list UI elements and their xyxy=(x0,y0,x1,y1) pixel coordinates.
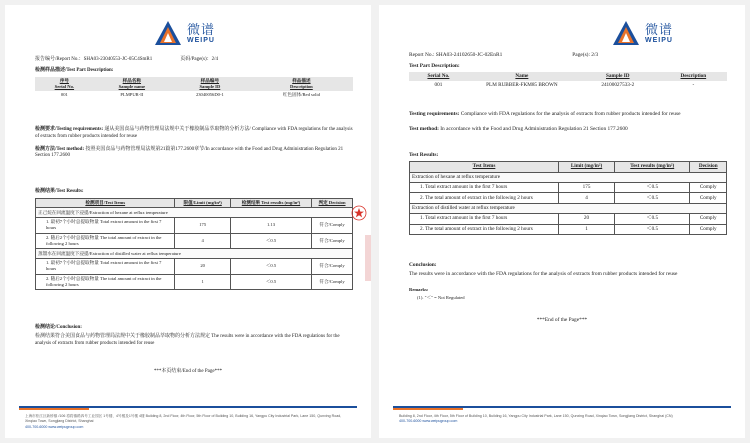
table-row xyxy=(410,214,727,224)
col-test-results: 检测结果 Test results (mg/in²) xyxy=(230,198,311,208)
footer-website: 400-700-6000 www.weipugroup.com xyxy=(399,419,458,424)
report-page-left xyxy=(5,5,371,438)
cell-item: 2. The total amount of extract in the following 2 hours xyxy=(410,193,559,203)
requirements-label: Testing requirements: xyxy=(409,111,460,117)
footer-accent xyxy=(19,408,89,410)
report-page-right xyxy=(379,5,745,438)
results-section xyxy=(35,189,353,290)
results-heading: Test Results: xyxy=(409,152,439,158)
col-description: 样品描述 Description xyxy=(290,77,313,89)
part-description-table xyxy=(409,72,727,90)
table-row xyxy=(36,258,353,274)
weipu-logo-icon xyxy=(611,19,641,49)
cell-id: 24100027533-2 xyxy=(601,82,635,89)
cell-limit: 4 xyxy=(558,193,614,203)
cell-item: 2. 随后2个小时总提取物量 The total amount of extract in the following 2 hours xyxy=(36,274,175,290)
report-number: Report No.: SHA03-24102650-JC-02EnR1 xyxy=(409,52,503,58)
cell-decision: Comply xyxy=(690,224,727,234)
logo-en-text: WEIPU xyxy=(645,37,673,44)
requirements-text: Compliance with FDA regulations for the analysis of extracts from rubber products intended for reuse xyxy=(460,111,681,117)
page-footer xyxy=(5,406,371,438)
part-description-table xyxy=(35,77,353,100)
cell-decision: 符合/Comply xyxy=(312,233,353,249)
cell-limit: 175 xyxy=(558,183,614,193)
table-row xyxy=(410,224,727,234)
col-serial: 序号 Serial No. xyxy=(54,77,75,89)
col-sample-id: 样品编号 Sample ID xyxy=(199,77,221,89)
page-footer xyxy=(379,406,745,438)
cell-result: ＜0.5 xyxy=(615,214,690,224)
conclusion-heading: Conclusion: xyxy=(409,262,437,268)
group-water: Extraction of distilled water at reflux temperature xyxy=(410,203,727,213)
results-table xyxy=(35,198,353,291)
cell-limit: 4 xyxy=(175,233,230,249)
cell-result: ＜0.5 xyxy=(615,183,690,193)
group-water: 蒸馏水在回流温度下浸提/Extraction of distilled water at reflux temperature xyxy=(36,249,353,259)
red-star-seal-icon xyxy=(351,205,367,221)
remarks-heading: Remarks: xyxy=(409,286,429,292)
cell-serial: 001 xyxy=(60,92,68,98)
conclusion-section xyxy=(409,262,727,301)
cell-decision: 符合/Comply xyxy=(312,274,353,290)
requirements-section xyxy=(35,127,353,164)
table-header-row xyxy=(36,198,353,208)
report-number-line xyxy=(409,52,727,59)
cell-result: ＜0.5 xyxy=(615,193,690,203)
table-row xyxy=(409,81,727,90)
page-number: 页码/Page(s)：2/4 xyxy=(180,57,219,62)
table-row xyxy=(36,233,353,249)
table-row xyxy=(36,274,353,290)
company-logo xyxy=(153,19,215,49)
cell-id: 23040056D0-1 xyxy=(195,92,224,98)
cell-limit: 175 xyxy=(175,217,230,233)
part-description-section xyxy=(35,68,353,99)
col-name: Name xyxy=(515,73,529,80)
cell-decision: 符合/Comply xyxy=(312,217,353,233)
remarks-text: (1). "＜" = Not Regulated xyxy=(417,294,465,300)
cell-limit: 20 xyxy=(558,214,614,224)
table-header-row xyxy=(35,77,353,91)
footer-website: 400-700-6000 www.weipugroup.com xyxy=(25,424,84,429)
results-table xyxy=(409,161,727,235)
results-heading: 检测结果/Test Results: xyxy=(35,189,84,194)
cell-item: 1. 最初7个小时总提取物量 Total extract amount in the first 7 hours xyxy=(36,258,175,274)
cell-limit: 20 xyxy=(175,258,230,274)
table-row xyxy=(410,203,727,213)
conclusion-heading: 检测结论/Conclusion: xyxy=(35,325,82,330)
part-description-section xyxy=(409,63,727,90)
table-row xyxy=(36,217,353,233)
cell-item: 1. Total extract amount in the first 7 hours xyxy=(410,214,559,224)
cell-item: 1. Total extract amount in the first 7 hours xyxy=(410,183,559,193)
cell-limit: 1 xyxy=(558,224,614,234)
method-label: 检测方法/Test method: xyxy=(35,146,85,152)
requirements-section xyxy=(409,111,727,138)
cell-result: ＜0.5 xyxy=(230,233,311,249)
seal-side-strip xyxy=(365,235,371,281)
col-description: Description xyxy=(680,73,707,80)
col-limit: 限值/Limit (mg/in²) xyxy=(175,198,230,208)
part-description-heading: Test Part Description: xyxy=(409,63,460,69)
cell-decision: Comply xyxy=(690,214,727,224)
conclusion-text: 检测结果符合美国食品与药物管理局法规中关于橡胶制品萃取物的分析方法规定 The results were in accordance with the FDA regulations for the analysis of extracts from rubber products intended for reuse xyxy=(35,333,340,346)
table-row xyxy=(410,183,727,193)
table-row xyxy=(35,91,353,99)
logo-en-text: WEIPU xyxy=(187,37,215,44)
conclusion-text: The results were in accordance with the FDA regulations for the analysis of extracts from rubber products intended for reuse xyxy=(409,271,678,278)
conclusion-section xyxy=(35,325,353,351)
col-sample-id: Sample ID xyxy=(606,73,630,80)
method-text: 按照美国食品与药物管理局法规第21篇第177.2600章节/In accordance with the Food and Drug Administration Regulation 21 Section 177.2600 xyxy=(35,146,344,159)
table-row xyxy=(36,208,353,218)
table-row xyxy=(410,193,727,203)
cell-item: 1. 最初7个小时总提取物量 Total extract amount in the first 7 hours xyxy=(36,217,175,233)
cell-name: PLMPUR-II xyxy=(120,92,144,98)
group-hexane: Extraction of hexane at reflux temperature xyxy=(410,172,727,182)
footer-address: 上海市松江区新桥镇 /106 将将镇路四号工业园区 1号楼、4号楼及1号楼 4楼 Building 8, 2nd Floor, 4th Floor, 5th Floor of Building 10, Building 16, Yangpu City Industrial Park, Lane 150, Qunxing Road, Xinqiao Town, Songjiang District, Shanghai xyxy=(25,414,342,424)
report-number: 报告编号/Report No.：SHA03-23040553-JC-05C4SmR1 xyxy=(35,57,153,62)
footer-address: Building 8, 2nd Floor, 4th Floor, 5th Floor of Building 10, Building 16, Yangpu City Industrial Park, Lane 150, Qunxing Road, Xinqiao Town, Songjiang District, Shanghai (CN) xyxy=(399,414,673,418)
report-number-line xyxy=(35,57,353,64)
end-of-page: ***End of the Page*** xyxy=(536,317,588,323)
cell-limit: 1 xyxy=(175,274,230,290)
cell-result: ＜0.5 xyxy=(615,224,690,234)
cell-result: ＜0.5 xyxy=(230,258,311,274)
logo-cn-text: 微谱 xyxy=(187,23,216,38)
col-limit: Limit (mg/in²) xyxy=(558,162,614,172)
table-header-row xyxy=(409,72,727,81)
logo-cn-text: 微谱 xyxy=(645,23,674,38)
table-row xyxy=(410,172,727,182)
col-test-items: 检测项目/Test Items xyxy=(36,198,175,208)
results-section xyxy=(409,152,727,235)
cell-name: PLM RUBBER-FKM85 BROWN xyxy=(486,82,558,89)
requirements-label: 检测要求/Testing requirements: xyxy=(35,127,104,132)
cell-item: 2. 随后2个小时总提取物量 The total amount of extract in the following 2 hours xyxy=(36,233,175,249)
col-decision: 判定 Decision xyxy=(312,198,353,208)
cell-result: ＜0.5 xyxy=(230,274,311,290)
col-sample-name: 样品名称 Sample name xyxy=(118,77,146,89)
col-test-results: Test results (mg/in²) xyxy=(615,162,690,172)
requirements-text: 递从美国食品与药物管理局法规中关于橡胶制品萃取物的分析方法/ Compliance with FDA regulations for the analysis of extracts from rubber products intended for reuse xyxy=(35,127,353,139)
weipu-logo-icon xyxy=(153,19,183,49)
cell-result: 1.13 xyxy=(230,217,311,233)
part-description-heading: 检测样品描述/Test Part Description: xyxy=(35,68,114,73)
table-row xyxy=(36,249,353,259)
cell-decision: Comply xyxy=(690,183,727,193)
cell-description: - xyxy=(692,82,695,89)
end-of-page: ***本页结束/End of the Page*** xyxy=(153,369,223,374)
company-logo xyxy=(611,19,673,49)
page-number: Page(s): 2/3 xyxy=(572,52,599,58)
cell-item: 2. The total amount of extract in the following 2 hours xyxy=(410,224,559,234)
cell-decision: Comply xyxy=(690,193,727,203)
cell-description: 红色固体/Red solid xyxy=(282,92,320,98)
method-label: Test method: xyxy=(409,126,439,133)
table-header-row xyxy=(410,162,727,172)
group-hexane: 正己烷在回流温度下浸提/Extraction of hexane at reflux temperature xyxy=(36,208,353,218)
method-text: In accordance with the Food and Drug Administration Regulation 21 Section 177.2600 xyxy=(440,126,628,133)
cell-serial: 001 xyxy=(434,82,443,89)
col-test-items: Test Items xyxy=(410,162,559,172)
col-serial: Serial No. xyxy=(427,73,450,80)
cell-decision: 符合/Comply xyxy=(312,258,353,274)
col-decision: Decision xyxy=(690,162,727,172)
footer-accent xyxy=(393,408,463,410)
